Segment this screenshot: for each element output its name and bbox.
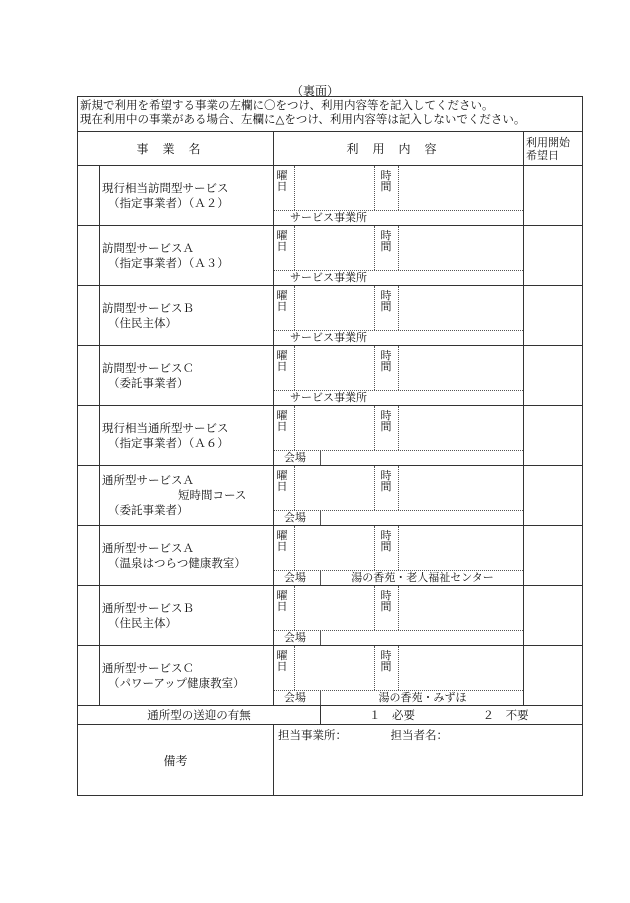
service-office-row[interactable] [274,331,523,345]
service-row [78,586,583,646]
venue-label: 会場 [284,691,306,704]
office-label: 担当事業所： [278,728,347,742]
service-name: 通所型サービスＢ （住民主体） [100,586,274,646]
service-office-label: サービス事業所 [290,391,367,404]
service-office-row[interactable] [274,211,523,225]
day-label: 曜 日 [276,169,288,193]
usage-content-cell[interactable] [274,226,524,286]
selection-mark-cell[interactable] [78,226,100,286]
service-name: 通所型サービスＡ 短時間コース （委託事業者） [100,466,274,526]
time-label: 時 間 [380,529,392,553]
service-row [78,166,583,226]
start-date-cell[interactable] [524,586,583,646]
selection-mark-cell[interactable] [78,466,100,526]
day-label: 曜 日 [276,649,288,673]
usage-content-cell[interactable] [274,646,524,706]
service-office-row[interactable] [274,391,523,405]
instructions [78,97,583,132]
time-label: 時 間 [380,289,392,313]
service-row [78,526,583,586]
start-date-cell[interactable] [524,226,583,286]
person-label: 担当者名： [390,728,448,742]
time-label: 時 間 [380,409,392,433]
day-label: 曜 日 [276,589,288,613]
venue-label: 会場 [284,451,306,464]
selection-mark-cell[interactable] [78,526,100,586]
service-name: 通所型サービスＣ （パワーアップ健康教室） [100,646,274,706]
day-label: 曜 日 [276,409,288,433]
service-office-label: サービス事業所 [290,211,367,224]
transport-label: 通所型の送迎の有無 [78,706,321,725]
service-row [78,466,583,526]
selection-mark-cell[interactable] [78,166,100,226]
day-label: 曜 日 [276,529,288,553]
header-start-date: 利用開始 希望日 [524,132,583,166]
start-date-cell[interactable] [524,166,583,226]
instruction-line-1: 新規で利用を希望する事業の左欄に〇をつけ、利用内容等を記入してください。 [80,98,494,112]
usage-content-cell[interactable] [274,346,524,406]
venue-row[interactable] [274,511,523,525]
venue-value: 湯の香苑・老人福祉センター [351,571,494,584]
venue-value: 湯の香苑・みずほ [378,691,467,704]
venue-label: 会場 [284,511,306,524]
service-row [78,406,583,466]
selection-mark-cell[interactable] [78,586,100,646]
selection-mark-cell[interactable] [78,646,100,706]
venue-row[interactable] [274,571,523,585]
venue-row[interactable] [274,691,523,705]
header-usage-content: 利用内容 [274,132,524,166]
start-date-cell[interactable] [524,406,583,466]
remarks-label-cell [78,725,274,796]
transport-option-needed[interactable]: １ 必要 [369,708,415,722]
service-name: 現行相当通所型サービス （指定事業者）（Ａ６） [100,406,274,466]
start-date-cell[interactable] [524,286,583,346]
usage-content-cell[interactable] [274,466,524,526]
venue-row[interactable] [274,451,523,465]
day-label: 曜 日 [276,289,288,313]
venue-row[interactable] [274,631,523,645]
transport-option-not-needed[interactable]: ２ 不要 [482,708,529,722]
service-office-label: サービス事業所 [290,271,367,284]
service-row [78,646,583,706]
start-date-cell[interactable] [524,526,583,586]
selection-mark-cell[interactable] [78,406,100,466]
time-label: 時 間 [380,349,392,373]
page-title: （裏面） [290,84,339,98]
time-label: 時 間 [380,229,392,253]
service-office-row[interactable] [274,271,523,285]
venue-label: 会場 [284,571,306,584]
start-date-cell[interactable] [524,466,583,526]
header-business-name: 事業名 [78,132,274,166]
time-label: 時 間 [380,169,392,193]
usage-content-cell[interactable] [274,526,524,586]
remarks-label: 備考 [163,753,188,768]
start-date-cell[interactable] [524,646,583,706]
usage-content-cell[interactable] [274,406,524,466]
service-name: 通所型サービスＡ （温泉はつらつ健康教室） [100,526,274,586]
service-name: 現行相当訪問型サービス （指定事業者）（Ａ２） [100,166,274,226]
day-label: 曜 日 [276,229,288,253]
day-label: 曜 日 [276,349,288,373]
service-name: 訪問型サービスＢ （住民主体） [100,286,274,346]
usage-content-cell[interactable] [274,586,524,646]
service-name: 訪問型サービスＡ （指定事業者）（Ａ３） [100,226,274,286]
service-row [78,286,583,346]
time-label: 時 間 [380,589,392,613]
start-date-cell[interactable] [524,346,583,406]
usage-content-cell[interactable] [274,166,524,226]
service-row [78,226,583,286]
service-office-label: サービス事業所 [290,331,367,344]
time-label: 時 間 [380,469,392,493]
selection-mark-cell[interactable] [78,346,100,406]
instruction-line-2: 現在利用中の事業がある場合、左欄に△をつけ、利用内容等は記入しないでください。 [80,112,526,126]
venue-label: 会場 [284,631,306,644]
usage-content-cell[interactable] [274,286,524,346]
time-label: 時 間 [380,649,392,673]
transport-options[interactable] [321,706,583,725]
day-label: 曜 日 [276,469,288,493]
remarks-body[interactable] [274,725,583,796]
selection-mark-cell[interactable] [78,286,100,346]
service-row [78,346,583,406]
service-name: 訪問型サービスＣ （委託事業者） [100,346,274,406]
application-form-table [77,96,583,796]
